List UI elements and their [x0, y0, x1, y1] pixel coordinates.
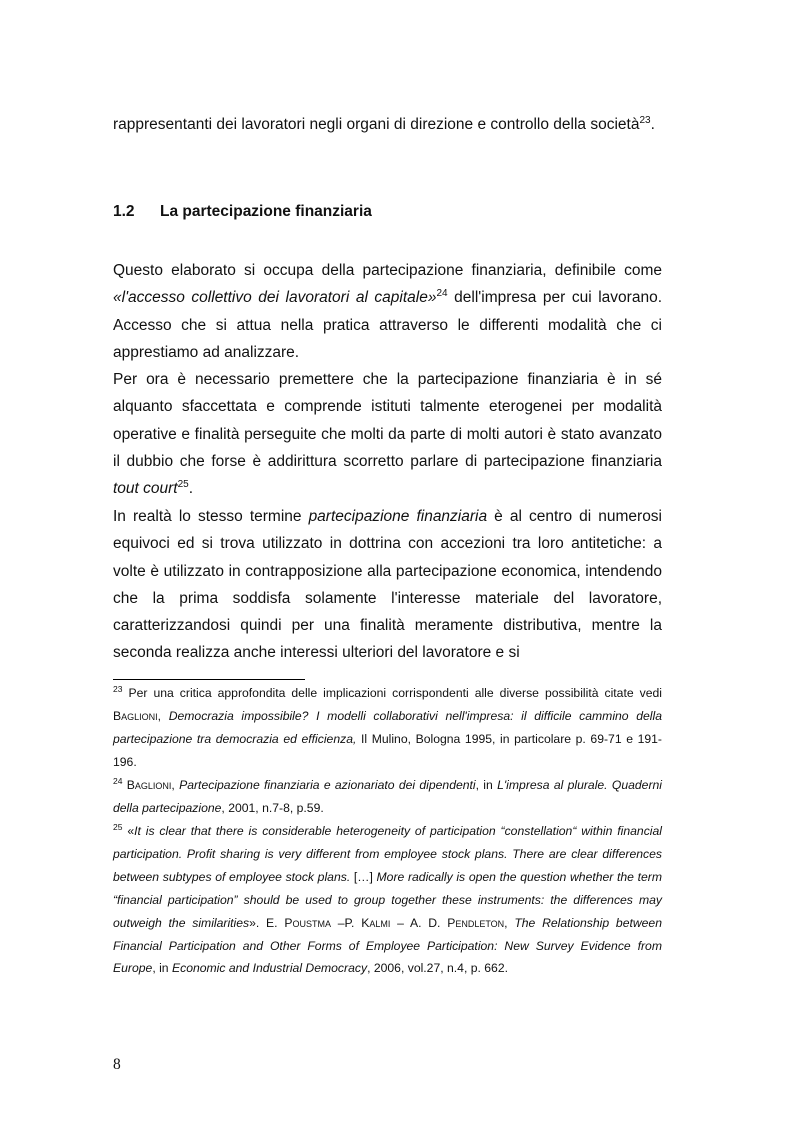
author-name: Pendleton: [447, 915, 505, 930]
section-heading: [113, 203, 372, 221]
footnote-23: $^{23}$ Per una critica approfondita delle implicazioni corrispondenti alle diverse possibilità citate vedi Baglioni, Democrazia impossibile? I modelli collaborativi nell'impresa: il difficile cammino della partecipazione tra democrazia ed efficienza, Il Mulino, Bologna 1995, in particolare p. 69-71 e 191-196.: [113, 683, 662, 769]
author-name: Kalmi: [361, 915, 391, 930]
section-title: La partecipazione finanziaria: [160, 203, 372, 220]
footnote-number: 25: [113, 821, 123, 832]
page-number: 8: [113, 1056, 121, 1073]
author-name: Baglioni: [113, 708, 158, 723]
journal-title: Economic and Industrial Democracy: [171, 961, 368, 976]
author-name: Baglioni: [126, 778, 172, 792]
footnote-number: 24: [113, 775, 123, 786]
author-name: Poustma: [284, 915, 331, 930]
section-number: 1.2: [113, 203, 135, 220]
quote-part-1: It is clear that there is considerable heterogeneity of participation “constellation“ within financial participation. Profit sharing is very different from employee stock plans. There are clear differences between subtypes of employee stock plans.: [113, 824, 662, 884]
book-title: Democrazia impossibile? I modelli collaborativi nell'impresa: il difficile cammino della partecipazione tra democrazia ed efficienza,: [113, 708, 662, 746]
quoted-definition: «l'accesso collettivo dei lavoratori al capitale»: [113, 289, 437, 307]
paragraph-2: Per ora è necessario premettere che la partecipazione finanziaria è in sé alquanto sfaccettata e comprende istituti talmente eterogenei per modalità operative e finalità perseguite che molti da parte di molti autori è stato avanzato il dubbio che forse è addirittura scorretto parlare di partecipazione finanziaria tout court$^{25}$.: [113, 371, 662, 498]
paragraph-3: In realtà lo stesso termine partecipazione finanziaria è al centro di numerosi equivoci ed si trova utilizzato in dottrina con accezioni tra loro antitetiche: a volte è utilizzato in contrapposizione alla partecipazione economica, intendendo che la prima soddisfa solamente l'interesse materiale del lavoratore, caratterizzandosi quindi per una finalità meramente distributiva, mentre la seconda realizza anche interessi ulteriori del lavoratore e si: [113, 508, 663, 662]
paragraph-1: Questo elaborato si occupa della partecipazione finanziaria, definibile come «l'accesso collettivo dei lavoratori al capitale»$^{24}$ dell'impresa per cui lavorano. Accesso che si attua nella pratica attraverso le differenti modalità che ci apprestiamo ad analizzare.: [113, 262, 663, 361]
footnote-ref-25[interactable]: 25: [177, 479, 189, 491]
footnote-ref-24[interactable]: 24: [436, 288, 448, 300]
footnote-number: 23: [113, 683, 123, 694]
footnote-25: $^{25}$ «It is clear that there is considerable heterogeneity of participation “constellation“ within financial participation. Profit sharing is very different from employee stock plans. There are clear differences between subtypes of employee stock plans. […] More radically is open the question whether the term “financial participation” should be used to group together these instruments: the differences may outweigh the similarities». E. Poustma –P. Kalmi – A. D. Pendleton, The Relationship between Financial Participation and Other Forms of Employee Participation: New Survey Evidence from Europe, in Economic and Industrial Democracy, 2006, vol.27, n.4, p. 662.: [113, 821, 663, 976]
emphasis-tout-court: tout court: [113, 480, 178, 498]
emphasis-term: partecipazione finanziaria: [308, 508, 488, 525]
footnote-24: $^{24}$ Baglioni, Partecipazione finanziaria e azionariato dei dipendenti, in L'impresa al plurale. Quaderni della partecipazione, 2001, n.7-8, p.59.: [113, 775, 662, 815]
footnote-separator: [113, 679, 305, 680]
article-title: Partecipazione finanziaria e azionariato dei dipendenti: [179, 778, 476, 792]
article-title: The Relationship between Financial Participation and Other Forms of Employee Participation: New Survey Evidence from Europe: [113, 915, 662, 976]
footnote-ref-23[interactable]: 23: [639, 114, 651, 126]
journal-title: L'impresa al plurale. Quaderni della partecipazione: [113, 778, 662, 815]
intro-paragraph: rappresentanti dei lavoratori negli organi di direzione e controllo della società$^{23}$.: [113, 114, 655, 133]
quote-part-2: More radically is open the question whether the term “financial participation” should be used to group together these instruments: the differences may outweigh the similarities: [113, 869, 663, 930]
